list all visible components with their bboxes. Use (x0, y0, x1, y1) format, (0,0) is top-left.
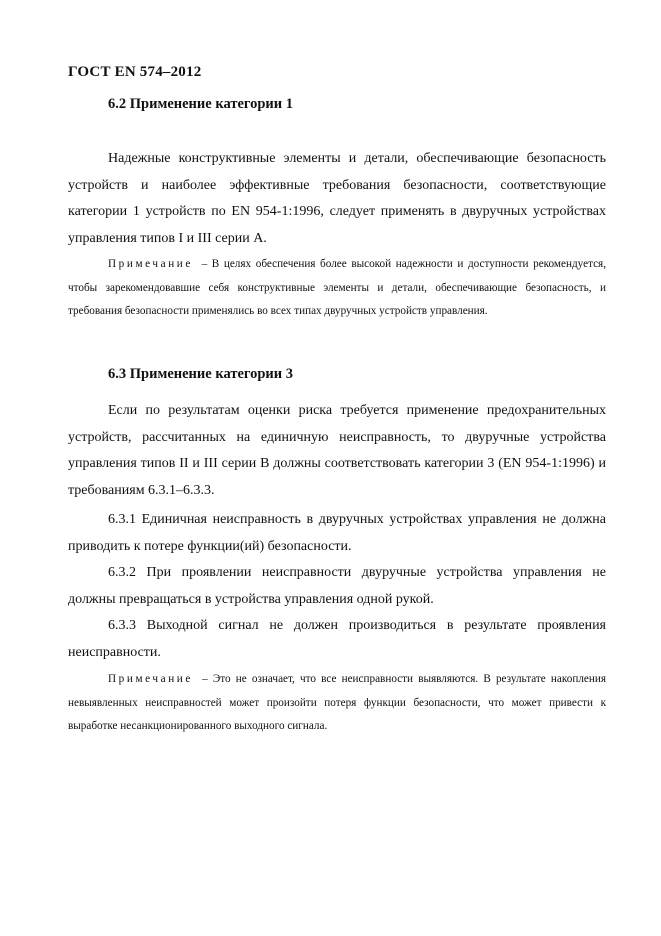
note-text: – Это не означает, что все неисправности выявляются. В результате накопления невыявленных неисправностей может произойти потеря функции безопасности, что может привести к выработке несанкционированного выходного сигнала. (68, 673, 606, 732)
section-6-3-title: 6.3 Применение категории 3 (108, 366, 294, 382)
note-label: Примечание (108, 258, 193, 270)
section-6-3-note (68, 668, 606, 739)
section-6-2-paragraph: Надежные конструктивные элементы и детали, обеспечивающие безопасность устройств и наиболее эффективные требования безопасности, соответствующие категории 1 устройств по EN 954-1:1996, следует применять в двуручных устройствах управления типов I и III серии A. (68, 151, 606, 246)
section-6-2-title: 6.2 Применение категории 1 (108, 96, 294, 112)
section-6-3-paragraph: Если по результатам оценки риска требуется применение предохранительных устройств, рассчитанных на единичную неисправность, то двуручные устройства управления типов II и III серии B должны соответствовать категории 3 (EN 954-1:1996) и требованиям 6.3.1–6.3.3. (68, 403, 606, 498)
note-label: Примечание (108, 673, 193, 685)
clause-6-3-1: 6.3.1 Единичная неисправность в двуручных устройствах управления не должна приводить к потере функции(ий) безопасности. (68, 512, 606, 554)
section-6-2-note (68, 253, 606, 324)
document-code: ГОСТ EN 574–2012 (68, 64, 202, 80)
clause-6-3-2: 6.3.2 При проявлении неисправности двуручные устройства управления не должны превращаться в устройства управления одной рукой. (68, 565, 606, 607)
note-text: – В целях обеспечения более высокой надежности и доступности рекомендуется, чтобы зарекомендовавшие себя конструктивные элементы и детали, обеспечивающие безопасность, и требования безопасности применялись во всех типах двуручных устройств управления. (68, 258, 607, 317)
clause-6-3-3: 6.3.3 Выходной сигнал не должен производиться в результате проявления неисправности. (68, 618, 606, 660)
